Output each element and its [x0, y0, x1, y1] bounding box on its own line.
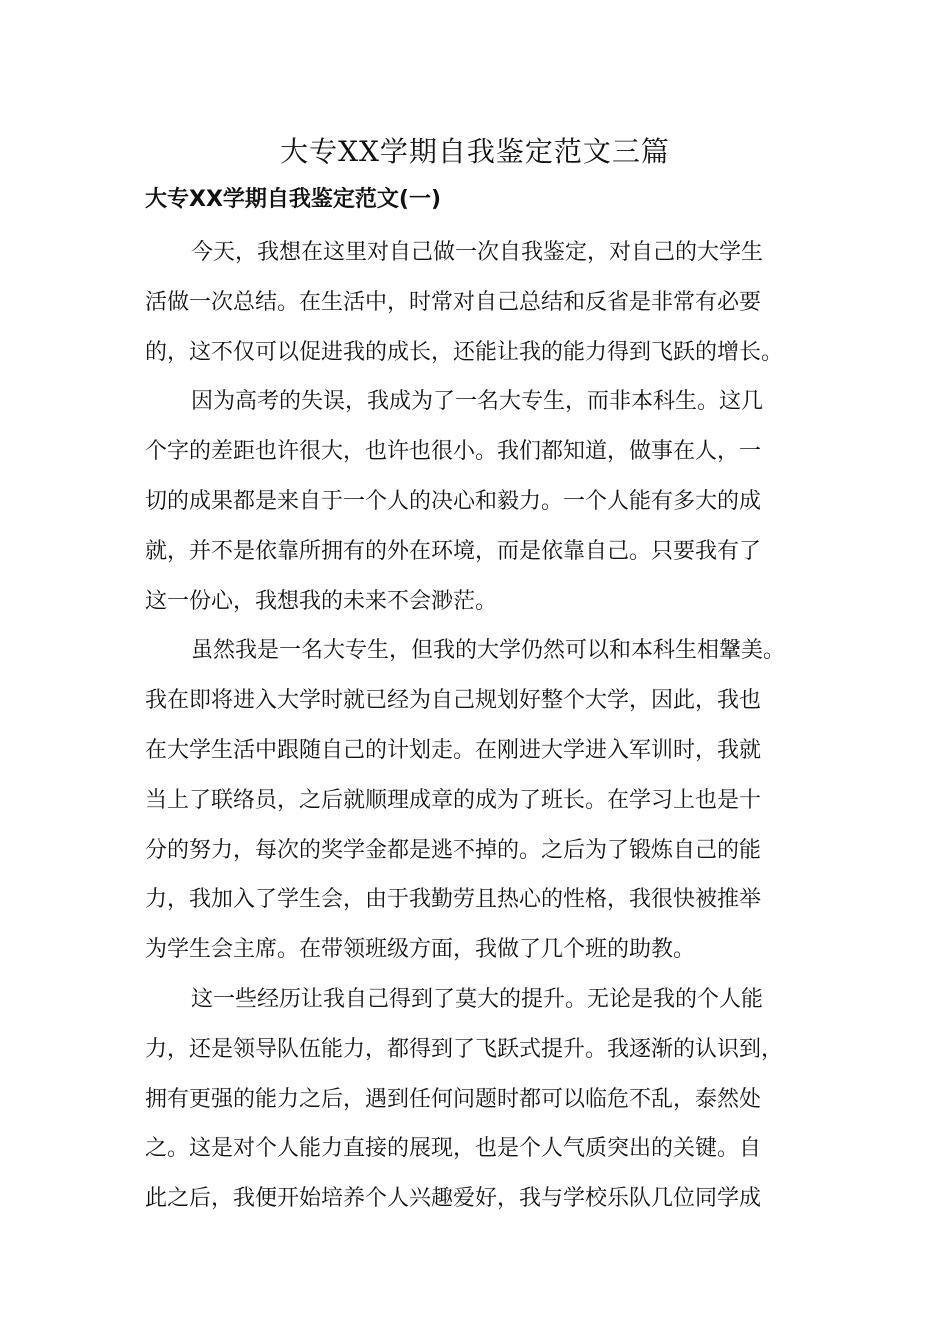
text-line: 分的努力，每次的奖学金都是逃不掉的。之后为了锻炼自己的能: [145, 837, 762, 863]
text-line: 个字的差距也许很大，也许也很小。我们都知道，做事在人，一: [145, 439, 762, 465]
text-line: 虽然我是一名大专生，但我的大学仍然可以和本科生相鞶美。: [191, 638, 786, 664]
paragraph-2: [145, 377, 835, 626]
text-line: 因为高考的失误，我成为了一名大专生，而非本科生。这几: [191, 389, 764, 415]
document-title: 大专XX学期自我鉴定范文三篇: [280, 135, 670, 168]
text-line: 的，这不仅可以促进我的成长，还能让我的能力得到飞跃的增长。: [145, 339, 784, 365]
text-line: 今天，我想在这里对自己做一次自我鉴定，对自己的大学生: [191, 240, 764, 265]
paragraph-3: [145, 626, 835, 975]
text-line: 这一份心，我想我的未来不会渺茫。: [145, 588, 498, 614]
text-line: 在大学生活中跟随自己的计划走。在刚进大学进入军训时，我就: [145, 737, 762, 763]
text-line: 我在即将进入大学时就已经为自己规划好整个大学，因此，我也: [145, 688, 762, 714]
document-body: [145, 228, 835, 1224]
text-line: 力，还是领导队伍能力，都得到了飞跃式提升。我逐渐的认识到，: [145, 1036, 784, 1062]
paragraph-1: [145, 228, 835, 377]
text-line: 此之后，我便开始培养个人兴趣爱好，我与学校乐队几位同学成: [145, 1186, 762, 1212]
text-line: 这一些经历让我自己得到了莫大的提升。无论是我的个人能: [191, 986, 764, 1012]
text-line: 就，并不是依靠所拥有的外在环境，而是依靠自己。只要我有了: [145, 538, 762, 564]
text-line: 活做一次总结。在生活中，时常对自己总结和反省是非常有必要: [145, 289, 762, 315]
text-line: 拥有更强的能力之后，遇到任何问题时都可以临危不乱，泰然处: [145, 1086, 762, 1112]
text-line: 当上了联络员，之后就顺理成章的成为了班长。在学习上也是十: [145, 787, 762, 813]
section-heading: 大专XX学期自我鉴定范文(一): [145, 187, 442, 212]
text-line: 之。这是对个人能力直接的展现，也是个人气质突出的关键。自: [145, 1136, 762, 1162]
text-line: 为学生会主席。在带领班级方面，我做了几个班的助教。: [145, 937, 696, 963]
text-line: 力，我加入了学生会，由于我勤劳且热心的性格，我很快被推举: [145, 887, 762, 913]
text-line: 切的成果都是来自于一个人的决心和毅力。一个人能有多大的成: [145, 488, 762, 514]
paragraph-4: [145, 975, 835, 1224]
